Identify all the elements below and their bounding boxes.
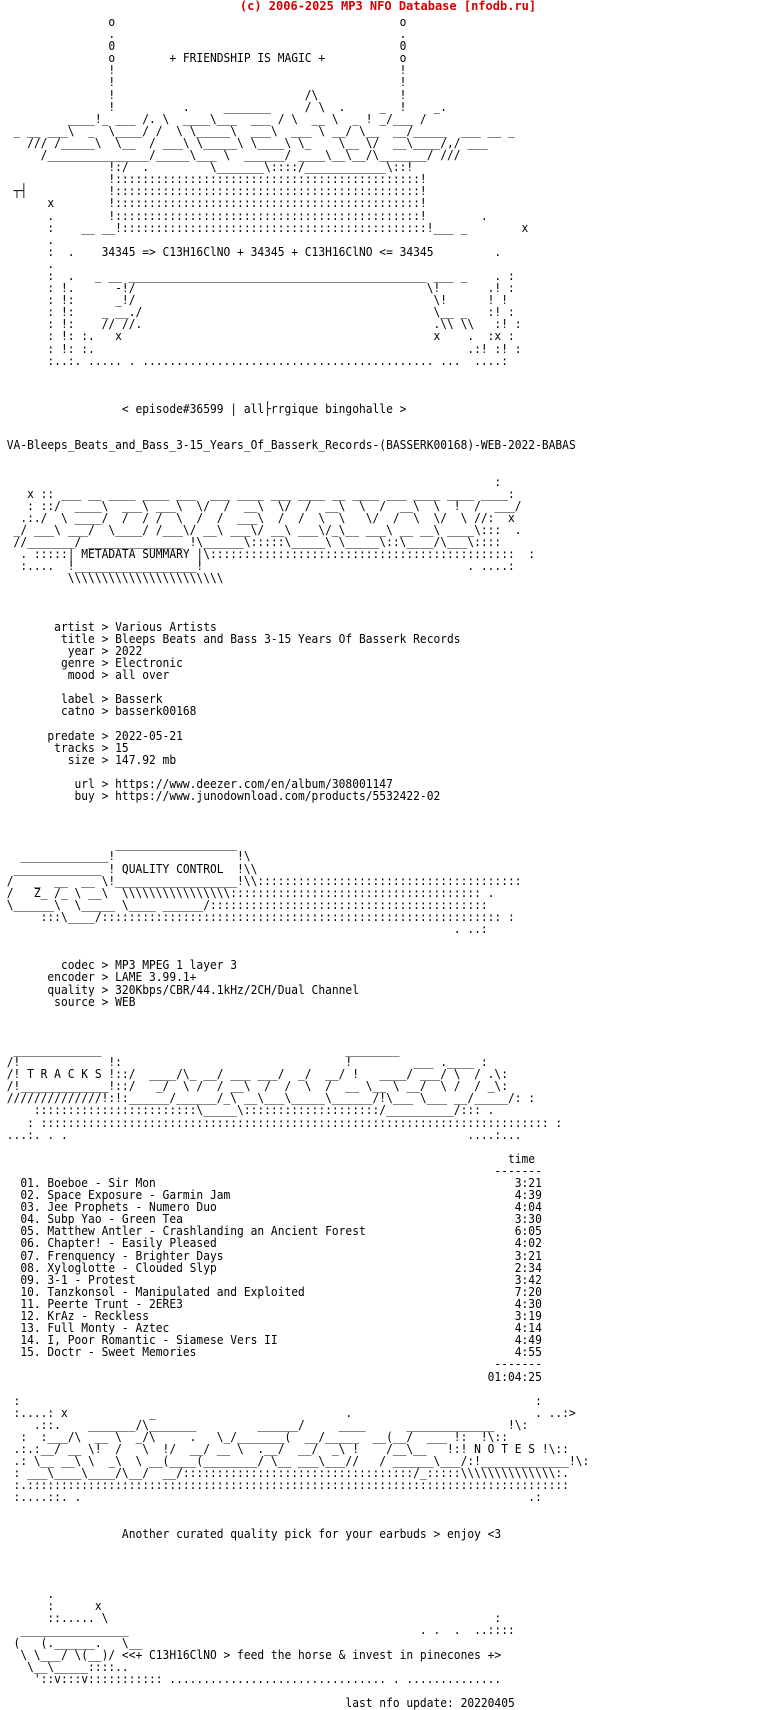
nfo-line: 01. Boeboe - Sir Mon 3:21 [0,1175,542,1190]
nfo-line: : !: // //. .\\ \\ :! : [0,316,522,332]
nfo-line [0,1540,589,1552]
nfo-line: ::::::::::::::::::::::::\_____\::::::::::::::::::::/__________/::: . [0,1102,495,1118]
nfo-line: _/ ___\ ___/ \____/ /___\/ __\ ___\/ __\ ___\/_\__ ___\ __ __\ ____\::: . [0,521,522,537]
nfo-line: : : [0,1392,542,1408]
nfo-line: : !: :. x x . :x : [0,328,515,344]
site-copyright-header [0,0,776,14]
nfo-line: 03. Jee Prophets - Numero Duo 4:04 [0,1199,542,1215]
nfo-line: : !: :. .:! :! : [0,340,522,356]
nfo-line [0,1552,589,1564]
nfo-line: artist > Various Artists [0,618,217,634]
nfo-line: VA-Bleeps_Beats_and_Bass_3-15_Years_Of_Basserk_Records-(BASSERK00168)-WEB-2022-BABAS [0,437,576,453]
nfo-line: : ___\____\____/\__/ __/::::::::::::::::::::::::::::::::::/_:::::\\\\\\\\\\\\\\:. [0,1465,569,1481]
nfo-line: 01:04:25 [0,1368,542,1384]
nfo-line: Another curated quality pick for your earbuds > enjoy <3 [0,1525,502,1541]
nfo-line: _____________! !\ [0,848,251,864]
nfo-line: mood > all over [0,667,170,683]
nfo-line [0,451,589,463]
nfo-line: ...:. . . ....:... [0,1126,522,1142]
nfo-line: codec > MP3 MPEG 1 layer 3 [0,957,238,973]
nfo-line: :::\____/::::::::::::::::::::::::::::::::::::::::::::::::::::::::::: : [0,908,515,924]
nfodb-link[interactable]: (c) 2006-2025 MP3 NFO Database [nfodb.ru] [239,0,537,13]
nfo-line: encoder > LAME 3.99.1+ [0,969,197,985]
nfo-line: .::. _______/\_______ ______/ ____ _____________ !\: [0,1416,529,1432]
nfo-line: / Z_ /_ \ __\ \\\\\\\\\\\\\\\\::::::::::::::::::::::::::::::::::::: . [0,884,495,900]
nfo-line: _ __ ___\ _ \____/ / \ \_____\ ___\ ___ \ __/ \__ __/_____ ___ __ _ [0,122,515,138]
nfo-line: : ::/ ____\ ___\ ___\ \/ / __\ \/ / __\ \ / __\ \ ! / ___/ [0,497,522,513]
nfo-line: :.... !__________________! . ....: [0,558,515,574]
nfo-line: ::..... \ : [0,1610,502,1626]
nfo-line [0,367,589,379]
nfo-line [0,379,589,391]
nfo-line: /!_____________!::/ _/ \ / / __\ / / \ / __ \__ \ __/ \ / / _\: [0,1078,508,1094]
nfo-line: . . [0,26,407,42]
nfo-line: . ..: [0,921,488,937]
nfo-line: 04. Subp Yao - Green Tea 3:30 [0,1211,542,1227]
nfo-line: ┬┤ !:::::::::::::::::::::::::::::::::::::::::::::! [0,183,427,199]
nfo-line: : . _ __ ____________________________________________ ___ _ . : [0,267,515,283]
nfo-line: __________________ [0,836,238,852]
nfo-line: /// /_____\ \__ / ___\ \_____\ \____\ \_ \__ \/ __\____/,/ ___ [0,134,488,150]
nfo-line [0,1504,589,1516]
nfo-line: 14. I, Poor Romantic - Siamese Vers II 4:49 [0,1332,542,1348]
nfo-line: title > Bleeps Beats and Bass 3-15 Years Of Basserk Records [0,630,461,646]
nfo-line: //////////////!:!:______/______/_\ __\___\_____\______/!\___ \___ __/_____/: : [0,1090,536,1106]
nfo-line: tracks > 15 [0,739,129,755]
nfo-line: \\\\\\\\\\\\\\\\\\\\\\\ [0,570,224,586]
nfo-line: \__\_____::::.. [0,1658,129,1674]
nfo-line: .:./ \ ____/ / / / \ / / ___\ / / \ \ \/ / \ \/ \ //: x [0,509,515,525]
nfo-line: : __ __!:::::::::::::::::::::::::::::::::::::::::::::!___ _ x [0,219,529,235]
nfo-line: : ::::::::::::::::::::::::::::::::::::::::::::::::::::::::::::::::::::::::::: : [0,1114,563,1130]
nfo-line: ! /\ ! [0,86,407,102]
nfo-line: predate > 2022-05-21 [0,727,183,743]
nfo-line: 02. Space Exposure - Garmin Jam 4:39 [0,1187,542,1203]
nfo-line [0,814,589,826]
nfo-line: : x [0,1598,102,1614]
nfo-line: x :: ___ __ ____ ____ ___ ___ ____ ___ ____ __ ____ ___ ____ ____ ____: [0,485,515,501]
nfo-line: :.:::::::::::::::::::::::::::::::::::::::::::::::::::::::::::::::::::::::::::::::: [0,1477,569,1493]
nfo-line: / _ __ __ \!__________________!\\::::::::::::::::::::::::::::::::::::::: [0,872,522,888]
nfo-line: : [0,473,502,489]
nfo-line: ! ! [0,74,407,90]
nfo-line [0,935,589,947]
nfo-line: _____________ ________ [0,1041,400,1057]
nfo-line: < episode#36599 | all├rrgique bingohalle > [0,401,407,416]
nfo-line: /! !: ! ___ .____ : [0,1054,488,1070]
nfo-line: o + FRIENDSHIP IS MAGIC + o [0,50,407,66]
nfo-line: : . 34345 => C13H16ClNO + 34345 + C13H16ClNO <= 34345 . [0,243,502,259]
nfo-line [0,584,589,596]
nfo-line: ____!_ ___ /. \ ____\___ ___ / \ __ \ _ ! _/___ / [0,110,427,126]
nfo-line[interactable]: url > https://www.deezer.com/en/album/308001147 [0,775,393,791]
nfo-line: ------- [0,1356,542,1372]
nfo-line: : !: _!/ \! ! ! [0,292,508,308]
nfo-line: ! . _______ / \ . _ ! _. [0,98,448,114]
nfo-line: ( (.______. \__ [0,1634,143,1650]
nfo-line: source > WEB [0,993,136,1009]
nfo-line: time [0,1150,536,1166]
nfo-line: : !. -!/ \! .! : [0,280,515,296]
nfo-line: :....: x _ . . ..:> [0,1404,576,1420]
nfo-line [0,1564,589,1576]
nfo-line: :....::. . .: [0,1489,542,1505]
nfo-line: /! T R A C K S !::/ ____/\_ __/ ___ ___/ _/ __/ ! ____/ ___/ \ / .\: [0,1066,508,1082]
nfo-line: 06. Chapter! - Easily Pleased 4:02 [0,1235,542,1251]
nfo-line [0,802,589,814]
nfo-line [0,597,589,609]
nfo-line: .: \__ __\ \ _\ \ __(____(________/ \__ ___\___// / ______\___/:!_____________!\: [0,1453,590,1469]
nfo-line: : :___/\ __ \ _/\ . \_/_______( __/_____ __(__/ ___ !: !\:: [0,1428,508,1444]
nfo-line: ! ! [0,62,407,78]
nfo-line: size > 147.92 mb [0,751,177,767]
nfo-line: . :::::| METADATA SUMMARY |\::::::::::::::::::::::::::::::::::::::::::::: : [0,546,536,562]
nfo-line: x !:::::::::::::::::::::::::::::::::::::::::::::! [0,195,427,211]
nfo-text-block [0,16,589,1709]
nfo-line: \______\ \_____ \____ ______/::::::::::::::::::::::::::::::::::::::::: [0,896,488,912]
nfo-line [0,1020,589,1032]
nfo-line: 13. Full Monty - Aztec 4:14 [0,1320,542,1336]
nfo-line: !:/ . \_______\::::/____________\::! [0,159,414,175]
nfo-line: 09. 3-1 - Protest 3:42 [0,1271,542,1287]
nfo-line: _____________ ! QUALITY CONTROL !\\ [0,860,258,876]
nfo-line: 15. Doctr - Sweet Memories 4:55 [0,1344,542,1360]
nfo-line: \ \___/ \(__)/ <<+ C13H16ClNO > feed the horse & invest in pinecones +> [0,1646,502,1662]
nfo-line [0,415,589,427]
nfo-line: catno > basserk00168 [0,703,197,719]
nfo-line: . !:::::::::::::::::::::::::::::::::::::::::::::! . [0,207,488,223]
nfo-line: ________________ . . . ..:::: [0,1622,515,1638]
nfo-line: 11. Peerte Trunt - 2ERE3 4:30 [0,1295,542,1311]
nfo-line: //_______/ ______________ !\______\:::::\_____\ \_____\::\____/\___\:::: [0,534,502,550]
nfo-line: 10. Tanzkonsol - Manipulated and Exploited 7:20 [0,1283,542,1299]
nfo-line: 0 0 [0,38,407,54]
nfo-line: o o [0,14,407,29]
nfo-line: label > Basserk [0,691,163,707]
nfo-line: last nfo update: 20220405 [0,1695,515,1710]
nfo-line: genre > Electronic [0,654,183,670]
nfo-line [0,1008,589,1020]
nfo-line: . [0,231,55,247]
nfo-line: /_______________/_____\___ \ ______/ ____\__\__/\_______/ /// [0,147,461,163]
nfo-line: year > 2022 [0,642,143,658]
nfo-line[interactable]: buy > https://www.junodownload.com/products/5532422-02 [0,788,441,803]
nfo-line [0,1576,589,1588]
nfo-line: :..:. ..... . ........................................... ... ....: [0,352,508,368]
nfo-line: quality > 320Kbps/CBR/44.1kHz/2CH/Dual Channel [0,981,359,997]
nfo-line: 05. Matthew Antler - Crashlanding an Ancient Forest 6:05 [0,1223,542,1239]
nfo-line: 07. Frenquency - Brighter Days 3:21 [0,1247,542,1263]
nfo-line: 12. KrAz - Reckless 3:19 [0,1308,542,1324]
nfo-line: : !: _ __./ \__ _ :! : [0,304,515,320]
nfo-line: '::v:::v::::::::::: ................................ . .............. [0,1670,502,1686]
nfo-line: .:.:__/ __ \! / \ !/ __/ __ \ .__/ __/ _\ ! /__\__ !:! N O T E S !\:: [0,1441,569,1457]
nfo-line: . [0,1586,55,1602]
nfo-line: !:::::::::::::::::::::::::::::::::::::::::::::! [0,171,427,187]
nfo-line: 08. Xyloglotte - Clouded Slyp 2:34 [0,1259,542,1275]
nfo-line: ------- [0,1162,542,1178]
nfo-line: . [0,255,55,271]
